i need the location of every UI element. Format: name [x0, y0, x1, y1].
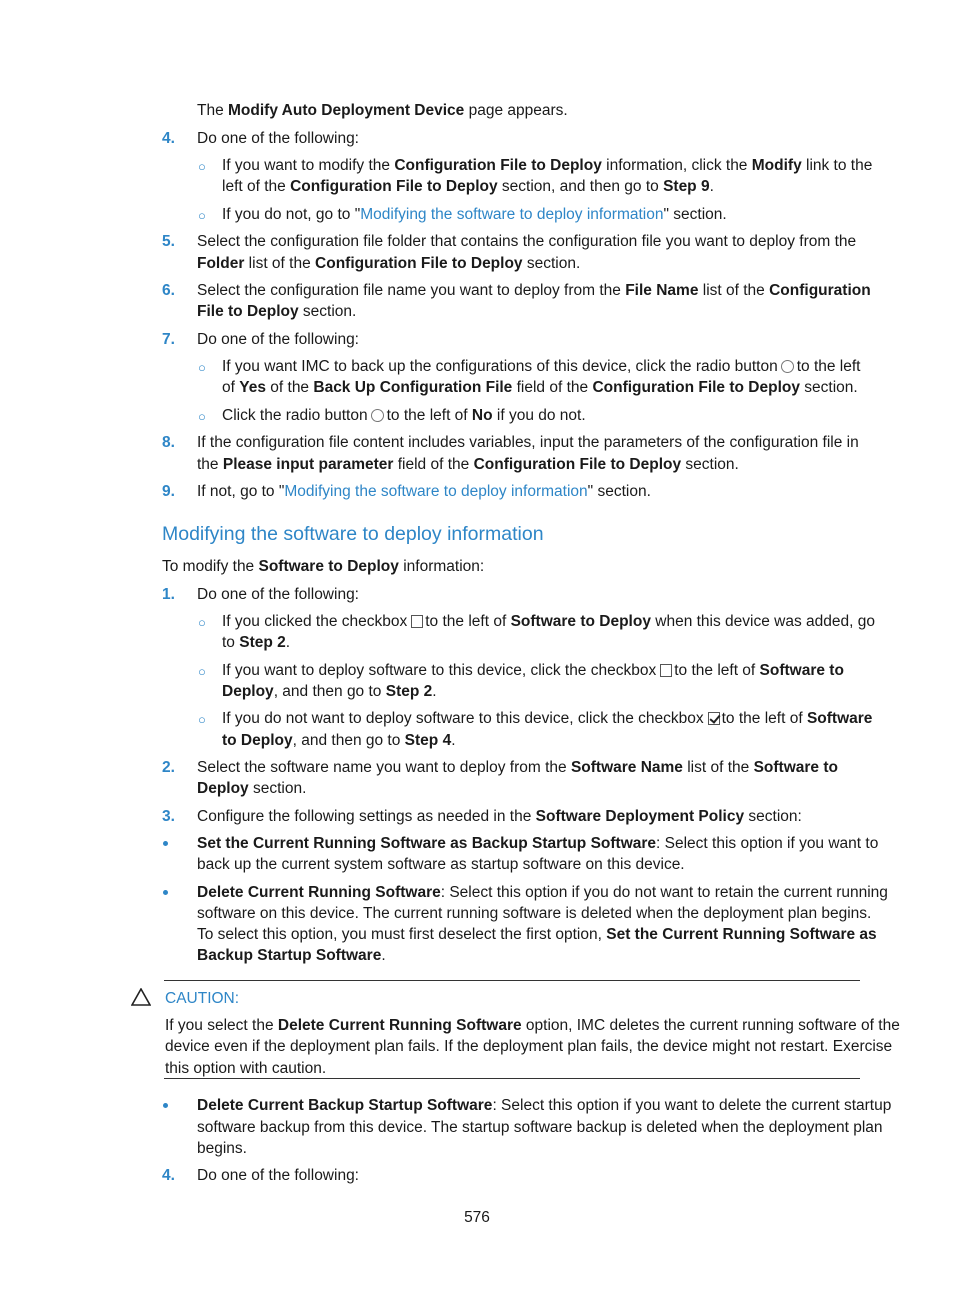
section-link[interactable]: Modifying the software to deploy information — [360, 206, 664, 223]
step-text: If not, go to "Modifying the software to deploy information" section. — [197, 483, 651, 500]
section-intro: To modify the Software to Deploy information: — [162, 558, 485, 575]
bullet-text: software on this device. The current running software is deleted when the deployment plan begins. — [197, 905, 872, 922]
step-text: File to Deploy section. — [197, 303, 357, 320]
step-text: Configure the following settings as needed in the Software Deployment Policy section: — [197, 808, 802, 825]
radio-button-icon — [371, 409, 384, 422]
sub-bullet-text: left of the Configuration File to Deploy section, and then go to Step 9. — [222, 178, 714, 195]
sub-bullet-text: If you want IMC to back up the configurations of this device, click the radio button to the left — [222, 358, 861, 375]
step-text: the Please input parameter field of the Configuration File to Deploy section. — [197, 456, 739, 473]
step-number: 6. — [162, 282, 175, 299]
bullet-text: Delete Current Backup Startup Software: Select this option if you want to delete the current startup — [197, 1097, 892, 1114]
sub-bullet-text: If you want to deploy software to this device, click the checkbox to the left of Software to — [222, 662, 844, 679]
step-number: 5. — [162, 233, 175, 250]
sub-bullet-icon: ○ — [198, 360, 206, 375]
step-text: Do one of the following: — [197, 331, 359, 348]
page-number: 576 — [464, 1209, 490, 1226]
sub-bullet-text: If you clicked the checkbox to the left of Software to Deploy when this device was added, go — [222, 613, 875, 630]
step-text: Do one of the following: — [197, 1167, 359, 1184]
sub-bullet-text: If you do not want to deploy software to this device, click the checkbox to the left of Software — [222, 710, 873, 727]
bullet-text: software backup from this device. The startup software backup is deleted when the deployment plan — [197, 1119, 883, 1136]
sub-bullet-text: Deploy, and then go to Step 2. — [222, 683, 437, 700]
step-text: Deploy section. — [197, 780, 307, 797]
bullet-dot-icon — [163, 890, 168, 895]
bullet-text: Set the Current Running Software as Backup Startup Software: Select this option if you want to — [197, 835, 879, 852]
sub-bullet-text: If you want to modify the Configuration File to Deploy information, click the Modify link to the — [222, 157, 873, 174]
sub-bullet-text: Click the radio button to the left of No if you do not. — [222, 407, 586, 424]
step-number: 2. — [162, 759, 175, 776]
section-link[interactable]: Modifying the software to deploy information — [284, 483, 588, 500]
caution-text: If you select the Delete Current Running Software option, IMC deletes the current running software of the — [165, 1017, 900, 1034]
step-text: Folder list of the Configuration File to Deploy section. — [197, 255, 581, 272]
step-number: 9. — [162, 483, 175, 500]
sub-bullet-icon: ○ — [198, 159, 206, 174]
sub-bullet-icon: ○ — [198, 208, 206, 223]
sub-bullet-icon: ○ — [198, 615, 206, 630]
step-number: 7. — [162, 331, 175, 348]
bullet-text: To select this option, you must first deselect the first option, Set the Current Running Software as — [197, 926, 877, 943]
caution-top-rule — [164, 980, 860, 981]
step-text: Do one of the following: — [197, 586, 359, 603]
sub-bullet-text: If you do not, go to "Modifying the software to deploy information" section. — [222, 206, 727, 223]
step-number: 4. — [162, 130, 175, 147]
caution-bottom-rule — [164, 1078, 860, 1079]
step-number: 8. — [162, 434, 175, 451]
warning-triangle-icon — [131, 988, 151, 1006]
checked-checkbox-icon — [708, 712, 720, 725]
sub-bullet-icon: ○ — [198, 664, 206, 679]
step-text: Select the configuration file name you want to deploy from the File Name list of the Configuration — [197, 282, 871, 299]
sub-bullet-text: of Yes of the Back Up Configuration File field of the Configuration File to Deploy section. — [222, 379, 858, 396]
sub-bullet-text: to Deploy, and then go to Step 4. — [222, 732, 456, 749]
checkbox-icon — [660, 664, 672, 677]
section-heading: Modifying the software to deploy information — [162, 523, 544, 545]
step-text: Select the software name you want to deploy from the Software Name list of the Software to — [197, 759, 838, 776]
sub-bullet-icon: ○ — [198, 409, 206, 424]
sub-bullet-text: to Step 2. — [222, 634, 291, 651]
bullet-dot-icon — [163, 841, 168, 846]
bullet-text: begins. — [197, 1140, 247, 1157]
step-number: 3. — [162, 808, 175, 825]
step-text: Select the configuration file folder that contains the configuration file you want to deploy from the — [197, 233, 857, 250]
caution-label: CAUTION: — [165, 990, 240, 1007]
step-text: If the configuration file content includes variables, input the parameters of the configuration file in — [197, 434, 859, 451]
step-number: 1. — [162, 586, 175, 603]
caution-text: this option with caution. — [165, 1060, 327, 1077]
step-number: 4. — [162, 1167, 175, 1184]
bullet-dot-icon — [163, 1103, 168, 1108]
intro-line: The Modify Auto Deployment Device page appears. — [197, 102, 568, 119]
checkbox-icon — [411, 615, 423, 628]
step-text: Do one of the following: — [197, 130, 359, 147]
bullet-text: back up the current system software as startup software on this device. — [197, 856, 685, 873]
bullet-text: Backup Startup Software. — [197, 947, 386, 964]
radio-button-icon — [781, 360, 794, 373]
bullet-text: Delete Current Running Software: Select this option if you do not want to retain the current running — [197, 884, 888, 901]
caution-text: device even if the deployment plan fails. If the deployment plan fails, the device might not restart. Exercise — [165, 1038, 893, 1055]
sub-bullet-icon: ○ — [198, 712, 206, 727]
